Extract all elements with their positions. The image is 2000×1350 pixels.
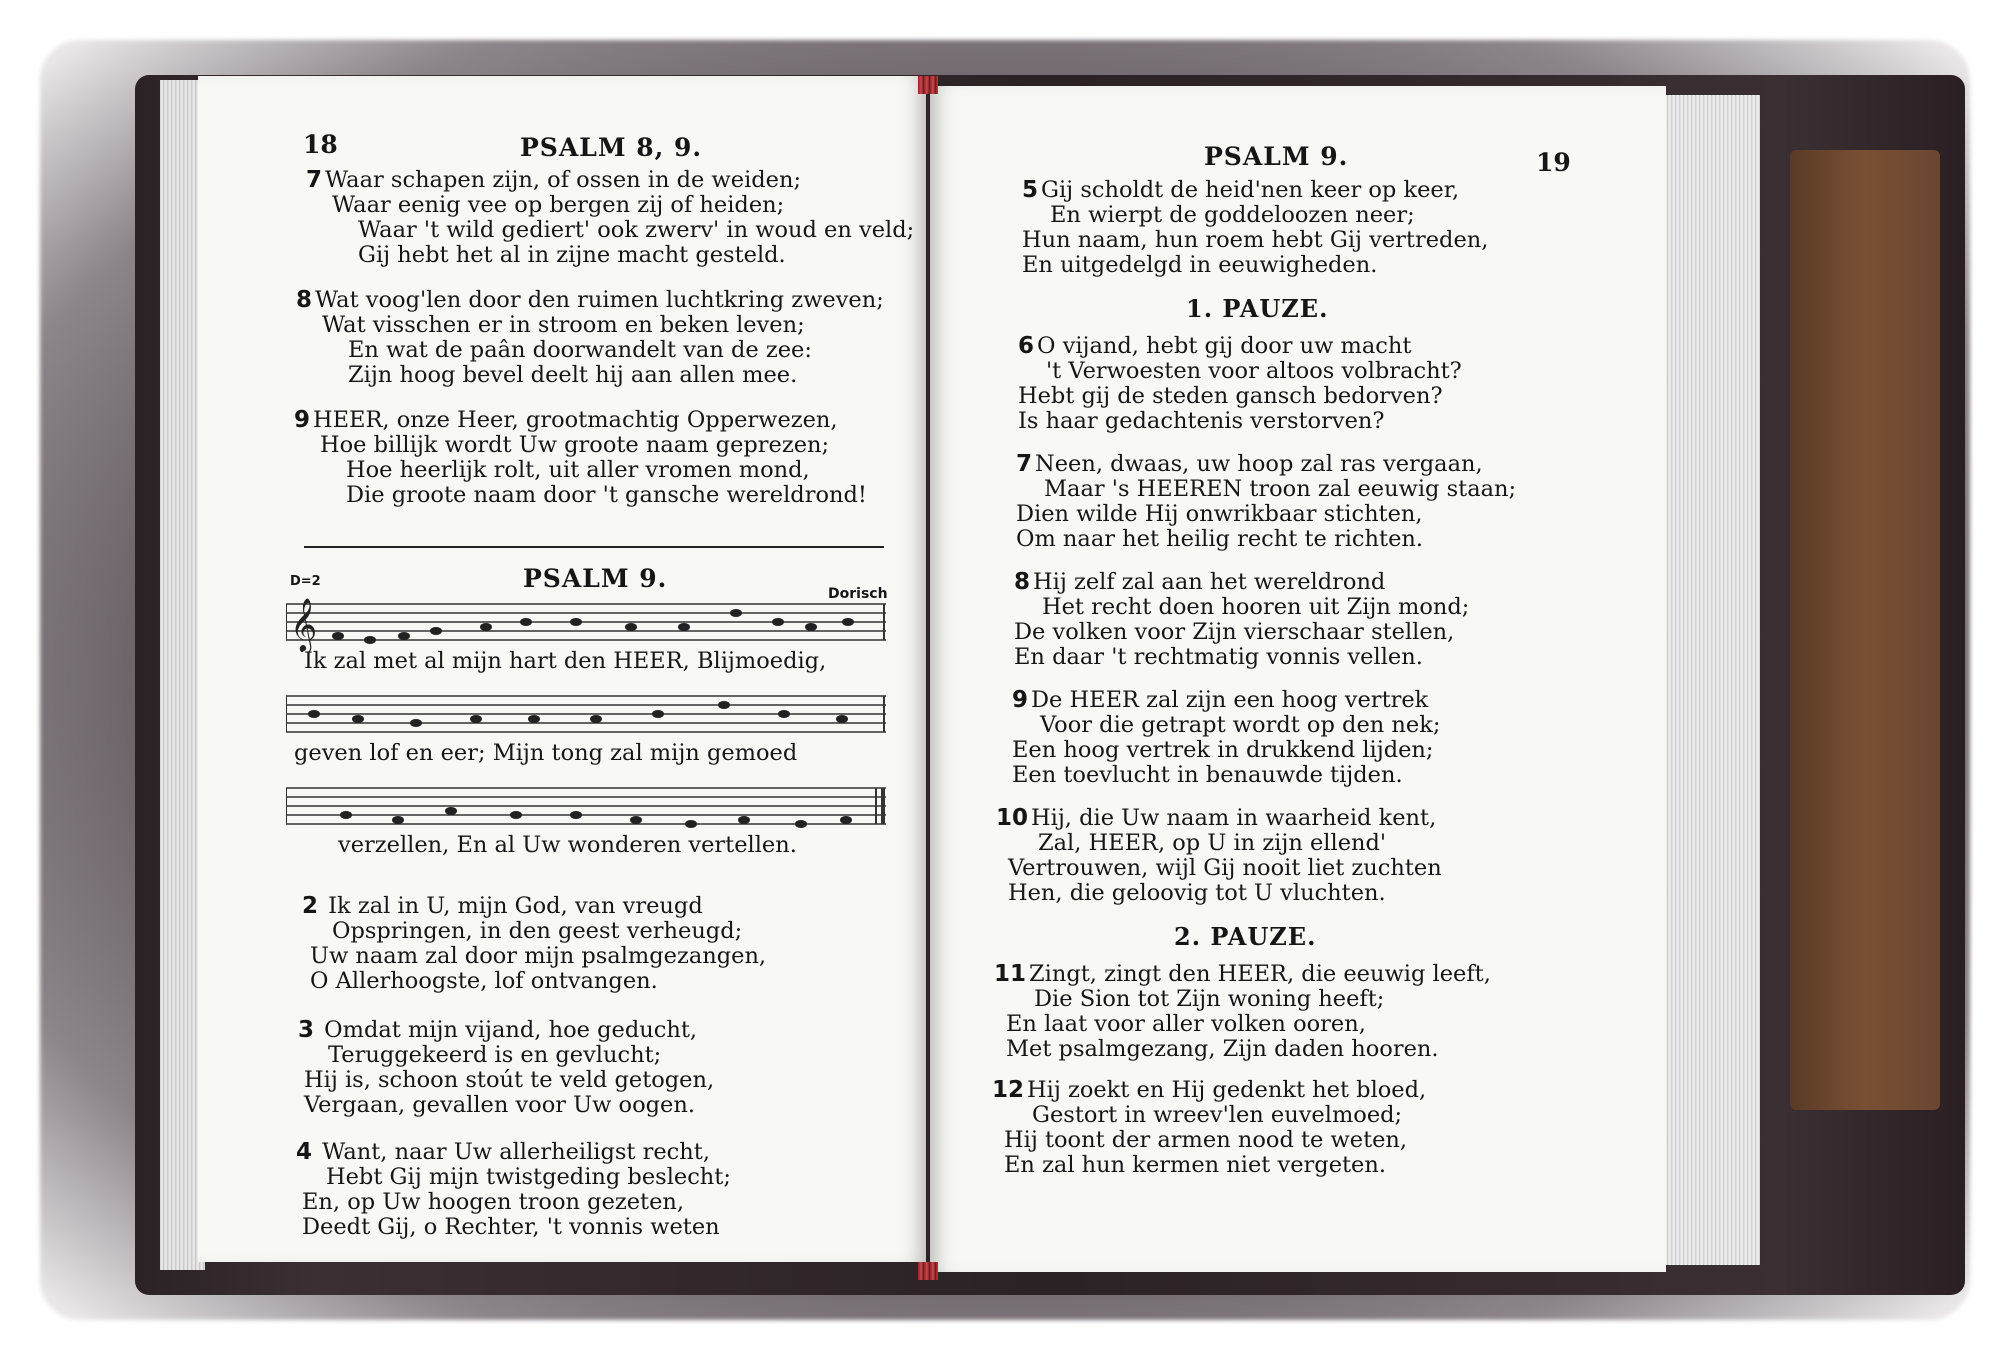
running-head: PSALM 8, 9. xyxy=(520,133,703,162)
music-key: D=2 xyxy=(290,574,321,589)
right-page xyxy=(930,86,1666,1272)
verse-9-4: 4 Want, naar Uw allerheiligst recht, Hebt Gij mijn twistgeding beslecht; En, op Uw hoogen troon gezeten, Deedt Gij, o Rechter, 't vonnis weten xyxy=(296,1139,731,1240)
verse-number: 11 xyxy=(994,961,1027,987)
verse-9-7: 7 Neen, dwaas, uw hoop zal ras vergaan, Maar 's HEEREN troon zal eeuwig staan; Dien wilde Hij onwrikbaar stichten, Om naar het heilig recht te richten. xyxy=(1016,451,1517,552)
svg-text:𝄞: 𝄞 xyxy=(290,597,318,651)
staff-lyric-2: geven lof en eer; Mijn tong zal mijn gemoed xyxy=(294,740,798,766)
verse-8-7: 7 Waar schapen zijn, of ossen in de weiden; Waar eenig vee op bergen zij of heiden; Waar 't wild gediert' ook zwerv' in woud en veld; Gij hebt het al in zijne macht gesteld. xyxy=(306,167,915,268)
music-staff-3 xyxy=(286,780,886,836)
verse-number: 8 xyxy=(296,287,313,313)
page-number: 18 xyxy=(303,130,338,159)
verse-9-11: 11 Zingt, zingt den HEER, die eeuwig leeft, Die Sion tot Zijn woning heeft; En laat voor aller volken ooren, Met psalmgezang, Zijn daden hooren. xyxy=(994,961,1491,1062)
verse-9-5: 5 Gij scholdt de heid'nen keer op keer, En wierpt de goddeloozen neer; Hun naam, hun roem hebt Gij vertreden, En uitgedelgd in eeuwigheden. xyxy=(1022,177,1489,278)
pauze-heading-1: 1. PAUZE. xyxy=(1186,294,1329,323)
music-staff-2 xyxy=(286,688,886,744)
bookbinding-headband-bottom xyxy=(918,1262,938,1280)
verse-9-3: 3 Omdat mijn vijand, hoe geducht, Teruggekeerd is en gevlucht; Hij is, schoon stoút te veld getogen, Vergaan, gevallen voor Uw oogen. xyxy=(298,1017,715,1118)
staff-lyric-1: Ik zal met al mijn hart den HEER, Blijmoedig, xyxy=(304,648,827,674)
verse-9-9: 9 De HEER zal zijn een hoog vertrek Voor die getrapt wordt op den nek; Een hoog vertrek in drukkend lijden; Een toevlucht in benauwde tijden. xyxy=(1012,687,1441,788)
verse-9-6: 6 O vijand, hebt gij door uw macht 't Verwoesten voor altoos volbracht? Hebt gij de steden gansch bedorven? Is haar gedachtenis verstorven? xyxy=(1018,333,1462,434)
verse-number: 12 xyxy=(992,1077,1025,1103)
music-staff-1 xyxy=(286,596,886,652)
staff-lyric-3: verzellen, En al Uw wonderen vertellen. xyxy=(338,832,797,858)
verse-number: 10 xyxy=(996,805,1029,831)
verse-9-2: 2 Ik zal in U, mijn God, van vreugd Opspringen, in den geest verheugd; Uw naam zal door mijn psalmgezangen, O Allerhoogste, lof ontvangen. xyxy=(302,893,767,994)
pauze-heading-2: 2. PAUZE. xyxy=(1174,922,1317,951)
verse-8-9: 9 HEER, onze Heer, grootmachtig Opperwezen, Hoe billijk wordt Uw groote naam geprezen; Hoe heerlijk rolt, uit aller vromen mond, Die groote naam door 't gansche wereldrond! xyxy=(294,407,867,508)
verse-number: 2 xyxy=(302,893,319,919)
section-divider xyxy=(304,546,884,548)
verse-number: 7 xyxy=(1016,451,1033,477)
verse-number: 3 xyxy=(298,1017,315,1043)
psalm-title: PSALM 9. xyxy=(523,564,668,593)
page-edges-right xyxy=(1660,95,1760,1265)
running-head: PSALM 9. xyxy=(1204,142,1349,171)
music-mode: Dorisch xyxy=(828,586,888,602)
verse-9-12: 12 Hij zoekt en Hij gedenkt het bloed, Gestort in wreev'len euvelmoed; Hij toont der armen nood te weten, En zal hun kermen niet vergeten. xyxy=(992,1077,1427,1178)
verse-number: 9 xyxy=(1012,687,1029,713)
left-page xyxy=(198,76,926,1262)
bookbinding-headband-top xyxy=(918,76,938,94)
verse-number: 8 xyxy=(1014,569,1031,595)
verse-number: 9 xyxy=(294,407,311,433)
page-number: 19 xyxy=(1536,148,1571,177)
verse-number: 4 xyxy=(296,1139,313,1165)
verse-9-10: 10 Hij, die Uw naam in waarheid kent, Zal, HEER, op U in zijn ellend' Vertrouwen, wijl Gij nooit liet zuchten Hen, die geloovig tot U vluchten. xyxy=(996,805,1442,906)
verse-number: 7 xyxy=(306,167,323,193)
verse-8-8: 8 Wat voog'len door den ruimen luchtkring zweven; Wat visschen er in stroom en beken leven; En wat de paân doorwandelt van de zee: Zijn hoog bevel deelt hij aan allen mee. xyxy=(296,287,884,388)
verse-number: 5 xyxy=(1022,177,1039,203)
verse-number: 6 xyxy=(1018,333,1035,359)
verse-9-8: 8 Hij zelf zal aan het wereldrond Het recht doen hooren uit Zijn mond; De volken voor Zijn vierschaar stellen, En daar 't rechtmatig vonnis vellen. xyxy=(1014,569,1470,670)
book-cover-edge xyxy=(1790,150,1940,1110)
